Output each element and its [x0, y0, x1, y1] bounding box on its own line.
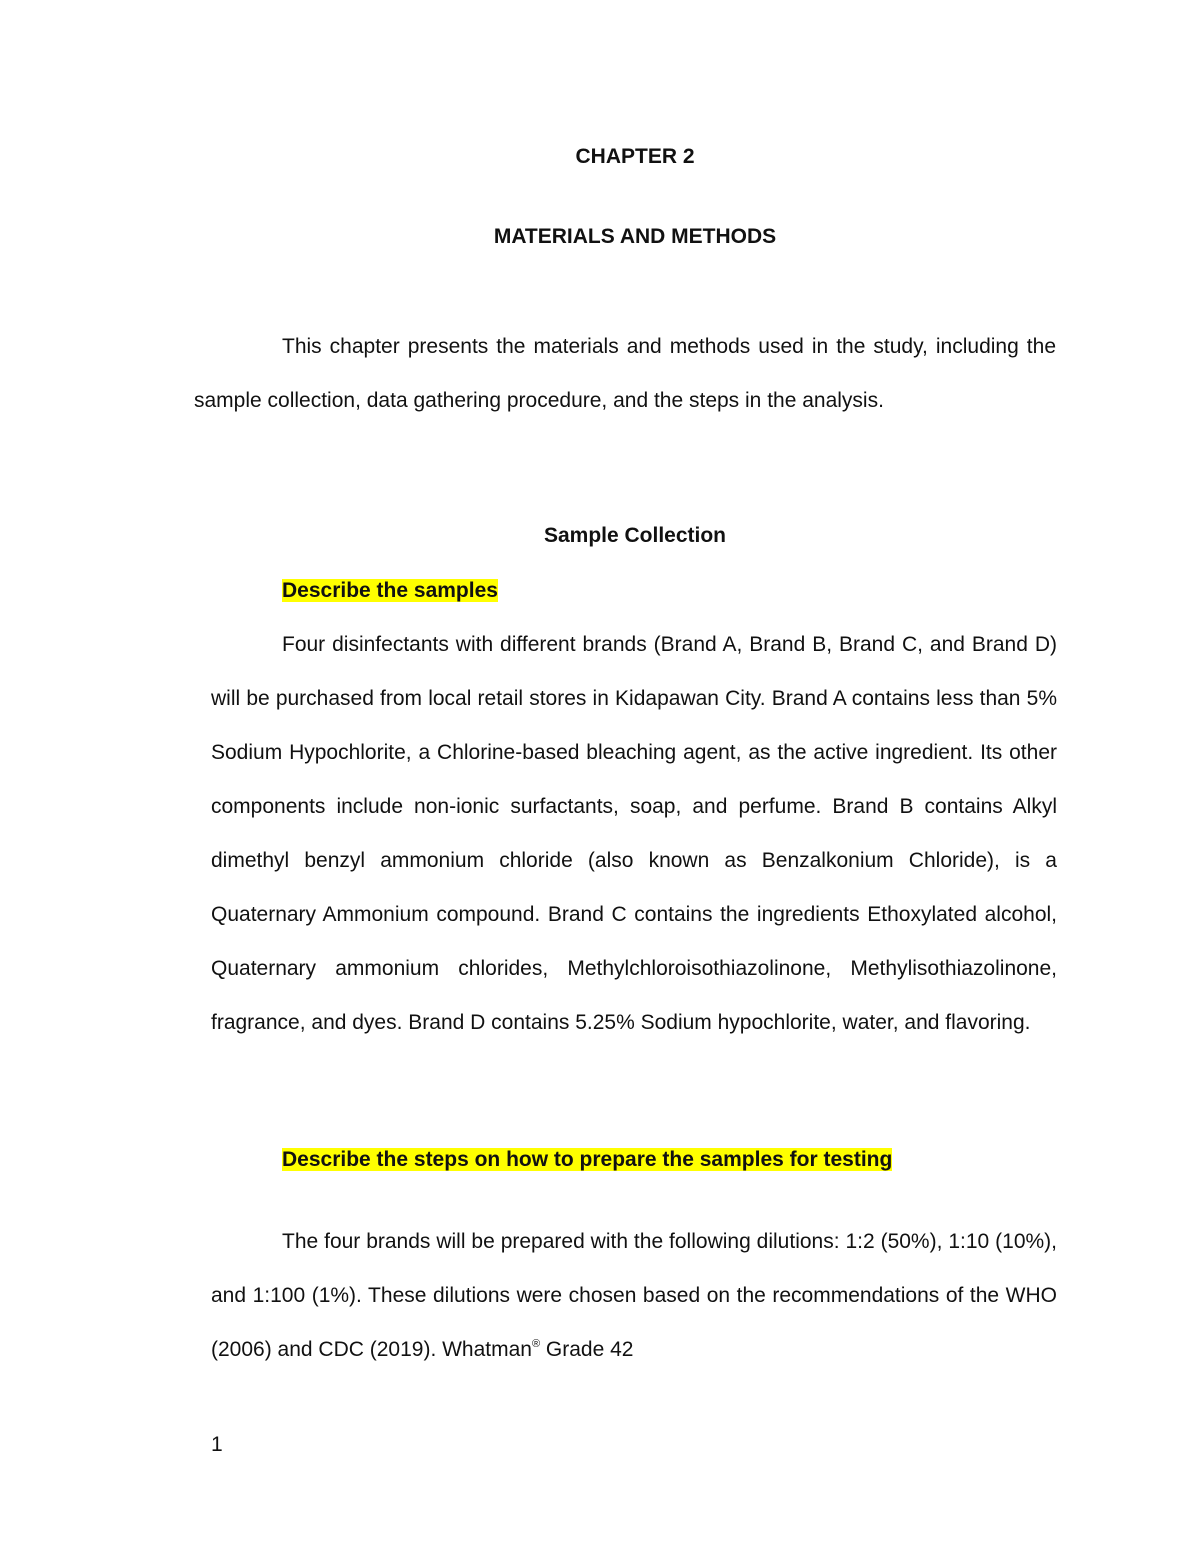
chapter-label: CHAPTER 2	[575, 145, 695, 168]
dilution-paragraph-tail: Grade 42	[540, 1338, 634, 1361]
intro-paragraph: This chapter presents the materials and methods used in the study, including the sample collection, data gathering procedure, and the steps in the analysis.	[194, 335, 1056, 412]
dilution-paragraph	[211, 1215, 1057, 1377]
dilution-paragraph-text: The four brands will be prepared with the following dilutions: 1:2 (50%), 1:10 (10%), and 1:100 (1%). These dilutions were chosen based on the recommendations of the WHO (2006) and CDC (2019). Whatman	[211, 1230, 1057, 1361]
chapter-title: MATERIALS AND METHODS	[493, 225, 777, 248]
highlighted-note-describe-samples	[282, 578, 498, 604]
highlight-text: Describe the samples	[282, 579, 498, 602]
highlighted-note-prepare-steps	[282, 1147, 892, 1173]
highlight-text: Describe the steps on how to prepare the samples for testing	[282, 1148, 893, 1171]
section-heading-sample-collection: Sample Collection	[543, 524, 727, 547]
samples-paragraph: Four disinfectants with different brands (Brand A, Brand B, Brand C, and Brand D) will be purchased from local retail stores in Kidapawan City. Brand A contains less than 5% Sodium Hypochlorite, a Chlorine-based bleaching agent, as the active ingredient. Its other components include non-ionic surfactants, soap, and perfume. Brand B contains Alkyl dimethyl benzyl ammonium chloride (also known as Benzalkonium Chloride), is a Quaternary Ammonium compound. Brand C contains the ingredients Ethoxylated alcohol, Quaternary ammonium chlorides, Methylchloroisothiazolinone, Methylisothiazolinone, fragrance, and dyes. Brand D contains 5.25% Sodium hypochlorite, water, and flavoring.	[211, 633, 1057, 1034]
page-number: 1	[211, 1433, 223, 1456]
registered-mark: ®	[531, 1338, 541, 1350]
